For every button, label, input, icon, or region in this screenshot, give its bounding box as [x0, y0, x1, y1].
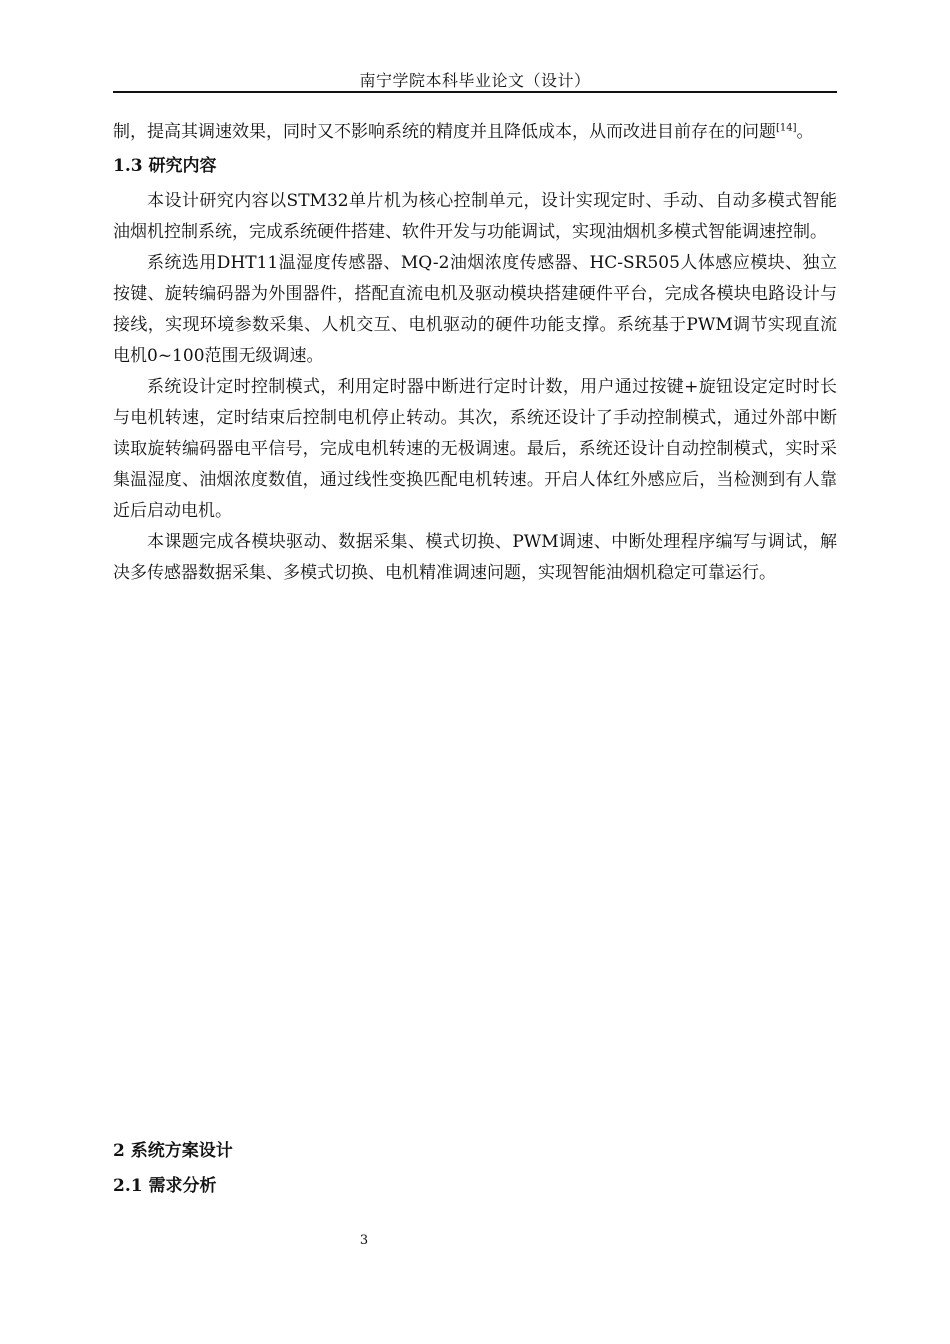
paragraph-hardware: 系统选用DHT11温湿度传感器、MQ-2油烟浓度传感器、HC-SR505人体感应模块、独立按键、旋转编码器为外围器件，搭配直流电机及驱动模块搭建硬件平台，完成各模块电路设计与接线，实现环境参数采集、人机交互、电机驱动的硬件功能支撑。系统基于PWM调节实现直流电机0~100范围无级调速。	[113, 253, 837, 366]
paragraph-software: 本课题完成各模块驱动、数据采集、模式切换、PWM调速、中断处理程序编写与调试，解决多传感器数据采集、多模式切换、电机精准调速问题，实现智能油烟机稳定可靠运行。	[113, 532, 837, 583]
paragraph-continued-end: 。	[796, 122, 814, 142]
paragraph-modes: 系统设计定时控制模式，利用定时器中断进行定时计数，用户通过按键+旋钮设定定时时长与电机转速，定时结束后控制电机停止转动。其次，系统还设计了手动控制模式，通过外部中断读取旋转编码器电平信号，完成电机转速的无极调速。最后，系统还设计自动控制模式，实时采集温湿度、油烟浓度数值，通过线性变换匹配电机转速。开启人体红外感应后，当检测到有人靠近后启动电机。	[113, 377, 837, 521]
running-header: 南宁学院本科毕业论文（设计）	[359, 71, 591, 90]
paragraph-continued-text: 制，提高其调速效果，同时又不影响系统的精度并且降低成本，从而改进目前存在的问题	[113, 122, 776, 142]
section-heading-1-3: 1.3 研究内容	[113, 156, 217, 176]
section-heading-2-1: 2.1 需求分析	[113, 1176, 217, 1196]
paragraph-continued	[113, 117, 837, 148]
citation-ref: [14]	[776, 122, 797, 134]
chapter-heading-2: 2 系统方案设计	[113, 1141, 233, 1161]
page-number: 3	[359, 1233, 369, 1248]
paragraph-research-content: 本设计研究内容以STM32单片机为核心控制单元，设计实现定时、手动、自动多模式智能油烟机控制系统，完成系统硬件搭建、软件开发与功能调试，实现油烟机多模式智能调速控制。	[113, 191, 837, 242]
body-text	[113, 117, 837, 589]
header-rule	[113, 91, 837, 93]
